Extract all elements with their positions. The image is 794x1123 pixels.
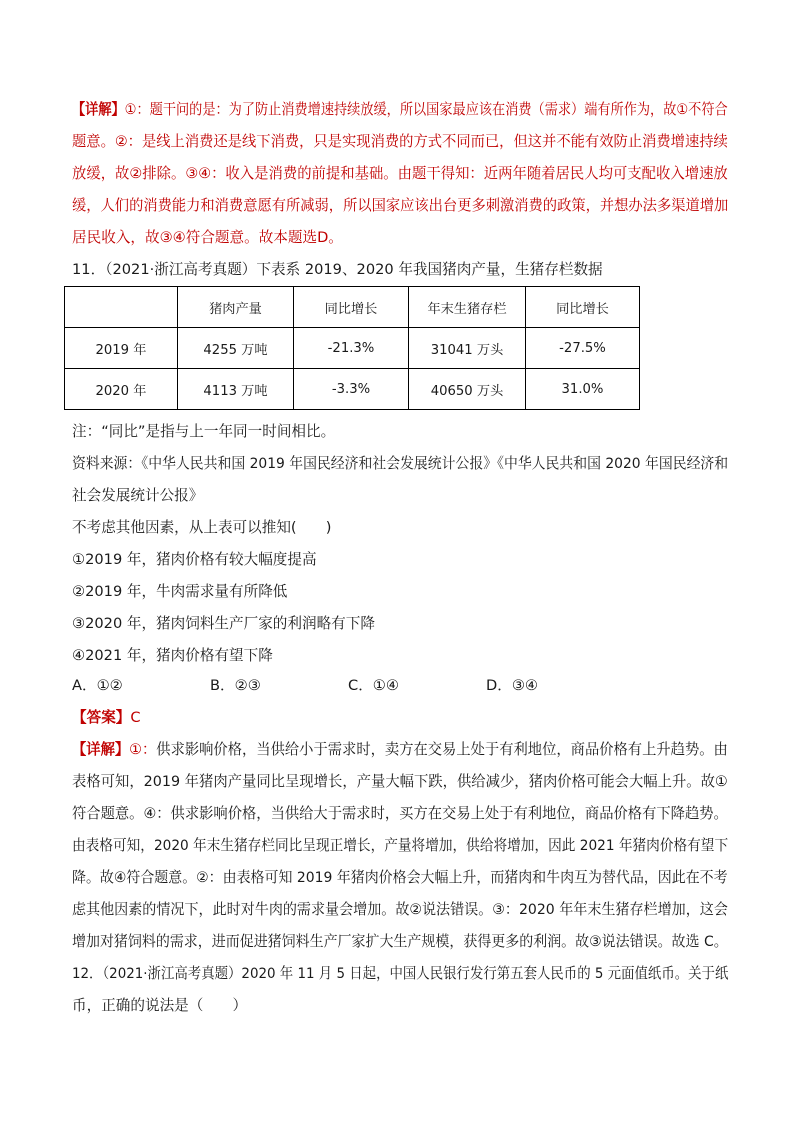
statement-item: ④2021 年，猪肉价格有望下降: [72, 647, 273, 664]
table-header-cell: 同比增长: [526, 287, 640, 328]
statement-item: ③2020 年，猪肉饲料生产厂家的利润略有下降: [72, 615, 375, 632]
q12-stem-line-1: 12．（2021·浙江高考真题）2020 年 11 月 5 日起，中国人民银行发行第五套人民币的 5 元面值纸币。关于纸: [72, 965, 729, 982]
table-note: 注：“同比”是指与上一年同一时间相比。: [72, 423, 336, 440]
q11-explain-line-6: 虑其他因素的情况下，此时对牛肉的需求量会增加。故②说法错误。③：2020 年年末生猪存栏增加，这会: [72, 901, 728, 918]
q10-explain-line-4: 缓，人们的消费能力和消费意愿有所减弱，所以国家应该出台更多刺激消费的政策，并想办法多渠道增加: [72, 197, 729, 214]
option-d: D．③④: [486, 677, 538, 694]
table-cell: 2019 年: [65, 328, 178, 369]
table-cell: 4255 万吨: [178, 328, 294, 369]
table-cell: 31041 万头: [409, 328, 526, 369]
q11-explain-line-1: [72, 740, 728, 760]
explain-marker: ①：: [129, 741, 157, 758]
option-a: A．①②: [72, 677, 123, 694]
table-row: [65, 369, 640, 410]
explain-text: 供求影响价格，当供给小于需求时，卖方在交易上处于有利地位，商品价格有上升趋势。由: [156, 741, 728, 758]
q11-explain-line-7: 增加对猪饲料的需求，进而促进猪饲料生产厂家扩大生产规模，获得更多的利润。故③说法错误。故选 C。: [72, 933, 728, 950]
q10-explain-line-3: 放缓，故②排除。③④：收入是消费的前提和基础。由题干得知：近两年随着居民人均可支配收入增速放: [72, 165, 728, 182]
table-header-cell: 同比增长: [294, 287, 409, 328]
q10-explain-line-5: 居民收入，故③④符合题意。故本题选D。: [72, 229, 343, 246]
source-line-2: 社会发展统计公报》: [72, 487, 204, 504]
table-header-cell: [65, 287, 178, 328]
q11-explain-line-2: 表格可知，2019 年猪肉产量同比呈现增长，产量大幅下跌，供给减少，猪肉价格可能会大幅上升。故①: [72, 773, 728, 790]
q11-explain-line-5: 降。故④符合题意。②：由表格可知 2019 年猪肉价格会大幅上升，而猪肉和牛肉互为替代品，因此在不考: [72, 869, 728, 886]
source-line-1: 资料来源：《中华人民共和国 2019 年国民经济和社会发展统计公报》《中华人民共和国 2020 年国民经济和: [72, 455, 729, 472]
q10-explain-line-2: 题意。②：是线上消费还是线下消费，只是实现消费的方式不同而已，但这并不能有效防止消费增速持续: [72, 133, 728, 150]
question-prompt: 不考虑其他因素，从上表可以推知( ): [72, 519, 332, 536]
option-b: B．②③: [210, 677, 261, 694]
explain-label: 【详解】: [72, 741, 130, 758]
table-cell: -3.3%: [294, 369, 409, 410]
table-cell: -27.5%: [526, 328, 640, 369]
table-header-cell: 猪肉产量: [178, 287, 294, 328]
table-cell: 2020 年: [65, 369, 178, 410]
statement-item: ①2019 年，猪肉价格有较大幅度提高: [72, 551, 317, 568]
answer-line: [72, 708, 141, 728]
statement-item: ②2019 年，牛肉需求量有所降低: [72, 583, 288, 600]
q11-explain-line-3: 符合题意。④：供求影响价格，当供给大于需求时，买方在交易上处于有利地位，商品价格有下降趋势。: [72, 805, 728, 822]
table-cell: 4113 万吨: [178, 369, 294, 410]
table-header-row: [65, 287, 640, 328]
q12-stem-line-2: 币，正确的说法是（ ）: [72, 997, 248, 1014]
explain-text-red: ①：题干问的是：为了防止消费增速持续放缓，所以国家最应该在消费（需求）端有所作为，故①不符合: [124, 101, 728, 118]
explain-label: 【详解】: [72, 101, 125, 118]
table-header-cell: 年末生猪存栏: [409, 287, 526, 328]
table-cell: 40650 万头: [409, 369, 526, 410]
q11-explain-line-4: 由表格可知，2020 年末生猪存栏同比呈现正增长，产量将增加，供给将增加，因此 2021 年猪肉价格有望下: [72, 837, 729, 854]
pork-data-table: [64, 286, 640, 410]
q11-stem: 11．（2021·浙江高考真题）下表系 2019、2020 年我国猪肉产量，生猪存栏数据: [72, 261, 603, 278]
table-cell: 31.0%: [526, 369, 640, 410]
table-row: [65, 328, 640, 369]
answer-value: C: [130, 709, 141, 726]
option-c: C．①④: [348, 677, 399, 694]
answer-label: 【答案】: [72, 709, 131, 726]
table-cell: -21.3%: [294, 328, 409, 369]
q10-explain-line-1: [72, 100, 728, 120]
